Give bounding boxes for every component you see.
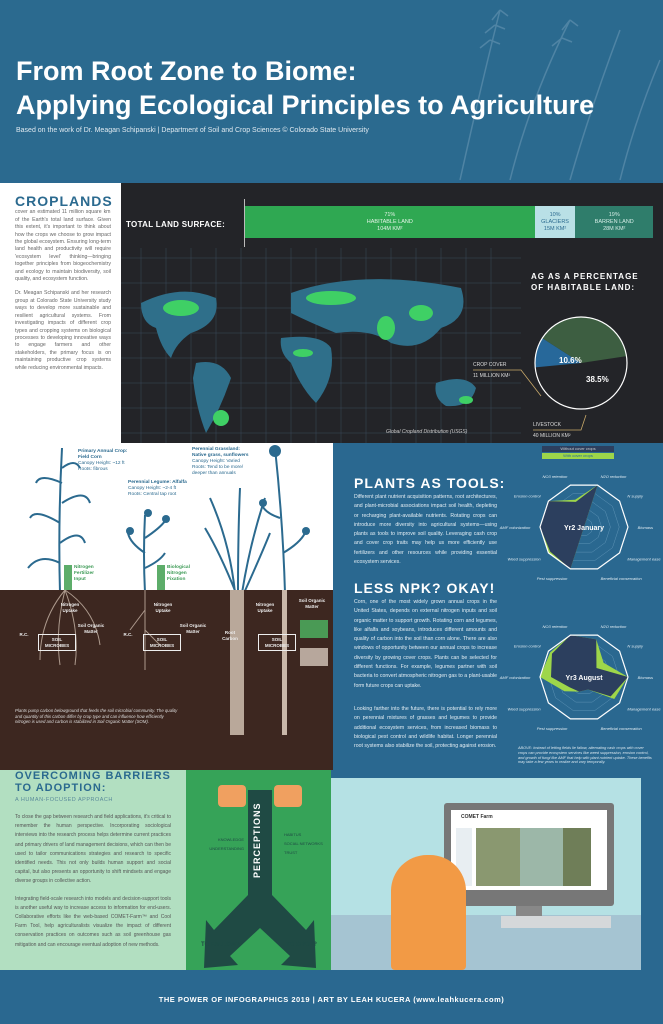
monitor: [444, 803, 614, 906]
croplands-para2: Dr. Meagan Schipanski and her research group at Colorado State University study ways to develop more sustainable and resilient agricultural systems. From investigating impacts of different crop types and cropping systems on biological processes to developing innovative ways to engage farmers and other stakeholders, the primary focus is on maintaining productive crop systems while reducing environmental impacts.: [15, 290, 111, 371]
soil-microbes-grass: SOIL MICROBES: [258, 634, 296, 651]
barriers-heading: OVERCOMING BARRIERS TO ADOPTION:: [15, 770, 171, 794]
root-carbon-grass: Root Carbon: [222, 630, 238, 641]
root-carbon-corn: R.C.: [19, 632, 29, 637]
croplands-text: [0, 183, 121, 443]
radar-chart-yr2-january: [499, 465, 663, 590]
alfalfa-info: Perennial Legume: Alfalfa Canopy Height: ~2-4 ft Roots: Central tap root: [128, 480, 187, 497]
radar-axis-label: NO3 retention: [542, 473, 568, 479]
grassland-info: Perennial Grassland: Native grass, sunflowers Canopy Height: Varied Roots: Tend to be more/ deeper than annuals: [192, 447, 249, 476]
soil-caption: Plants pump carbon belowground that feeds the soil microbial community. The quality and quantity of this carbon differ by crop type and can influence how efficiently nitrogen is used and carbon is stabilized in Soil Organic Matter (SOM).: [15, 708, 178, 724]
soil-section: [0, 590, 333, 770]
barriers-panel: [0, 770, 186, 970]
radar-axis-label: Biomass: [637, 675, 654, 680]
radar-axis-label: AMF colonization: [499, 525, 531, 530]
livestock-area: 40 MILLION KM²: [533, 433, 571, 439]
radar-axis-label: Erosion control: [513, 493, 541, 499]
person-hair: [391, 855, 466, 970]
sunflower-plant: [262, 448, 305, 593]
soil-microbes-alfalfa: SOIL MICROBES: [143, 634, 181, 651]
radar-title: Yr2 January: [563, 525, 605, 532]
bar-glaciers: 10% GLACIERS 15M KM²: [535, 206, 576, 238]
radar-axis-label: Weed suppression: [507, 706, 541, 712]
field-image-3: [563, 828, 591, 886]
som-label-alfalfa: Soil Organic Matter: [179, 623, 207, 634]
less-npk-text: Corn, one of the most widely grown annual crops in the United States, depends on external nitrogen inputs and soil organic matter to support growth. Rotating corn and legumes, like alfalfa and soybeans, introduces different amounts and quality of carbon into the soil than corn alone. There are also windows of opportunity between our annual crops to increase diversity by growing cover crops. Plants can be selected for different functions. For example, legumes partner with soil bacteria to convert atmospheric nitrogen gas to a plant-usable form future crops can uptake.: [354, 599, 497, 689]
plants-as-tools-panel: [340, 443, 663, 770]
world-cropland-map: [121, 248, 521, 443]
fixation-arrow: [157, 565, 165, 590]
perennials-text: Looking farther into the future, there is potential to rely more on perennial mixtures of grasses and legumes to provide additional ecosystem services, from increased biomass to biological pest control and wildlife habitat. Longer perennial root systems also stabilize the soil, protecting against erosion.: [354, 706, 497, 750]
crop-cover-label: CROP COVER: [473, 362, 507, 368]
radar-axis-label: N supply: [627, 493, 643, 499]
livestock-label: LIVESTOCK: [533, 422, 561, 428]
legend-without-cover: Without cover crops: [542, 446, 614, 452]
radar-axis-label: Management ease: [627, 706, 661, 712]
barriers-para2: Integrating field-scale research into models and decision-support tools is another useful way to increase access to information for end-users. Collaborative efforts like the web-based COMET-Farm™ and Cool Farm Tool, help agriculturalists visualize the impact of different conservation practices on outcomes such as soil greenhouse gas mitigation and can encourage eventual adoption of new methods.: [15, 895, 171, 948]
n-uptake-corn: Nitrogen Uptake: [60, 602, 80, 613]
root-carbon-alfalfa: R.C.: [123, 632, 133, 637]
carbon-arrow: [300, 648, 328, 666]
fertilizer-arrow: [64, 565, 72, 590]
subtitle: Based on the work of Dr. Meagan Schipanski | Department of Soil and Crop Sciences © Colorado State University: [16, 127, 369, 134]
less-npk-heading: LESS NPK? OKAY!: [354, 580, 496, 596]
map-caption: Global Cropland Distribution (USGS): [386, 429, 468, 435]
legend-with-cover: With cover crops: [542, 453, 614, 459]
croplands-heading: CROPLANDS: [15, 193, 113, 209]
page-title: [16, 54, 594, 122]
land-surface-panel: [121, 183, 663, 443]
radar-axis-label: AMF colonization: [499, 675, 531, 680]
som-arrow: [300, 620, 328, 638]
radar-axis-label: Weed suppression: [507, 556, 541, 562]
field-image-2: [520, 828, 563, 886]
radar-axis-label: Pest suppression: [536, 576, 568, 582]
ag-pie-chart: [471, 293, 663, 443]
bar-barren-land: 19% BARREN LAND 28M KM²: [575, 206, 653, 238]
right-boot-icon: [274, 785, 302, 807]
radar-axis-label: Beneficial conservation: [600, 726, 642, 732]
keyboard: [501, 916, 611, 928]
perceptions-right: HABITUS SOCIAL NETWORKS TRUST: [284, 832, 323, 855]
pie-label-crop: 10.6%: [559, 356, 582, 365]
land-surface-bar: [245, 206, 653, 238]
radar-axis-label: Beneficial conservation: [600, 576, 642, 582]
radar-axis-label: N2O reduction: [600, 473, 627, 479]
pie-label-livestock: 38.5%: [586, 375, 609, 384]
comet-farm-logo: COMET Farm: [461, 814, 493, 820]
title-line-1: From Root Zone to Biome:: [16, 56, 357, 86]
field-image-1: [476, 828, 520, 886]
barriers-para1: To close the gap between research and field applications, it's critical to remember the human perspective. Incorporating sociological interviews into the research process helps determine current practices and primary drivers of land management decisions, which can then be used to tailor communications strategies and research to specific identified needs. This not only builds human support and social capital, but also presents an opportunity to shift mindsets and engage diverse groups in collective action.: [15, 814, 171, 885]
comet-farm-illustration: [331, 770, 641, 970]
perceptions-left: KNOWLEDGE UNDERSTANDING: [209, 837, 244, 851]
radar-axis-label: Pest suppression: [536, 726, 568, 732]
land-surface-label: TOTAL LAND SURFACE:: [126, 220, 226, 229]
plants-as-tools-text: Different plant nutrient acquisition patterns, root architectures, and plant-microbial associations impact soil health, depleting or recharging plant-available nutrients. Rotating crops can introduce more diversity into agricultural systems—using plants as tools to improve soil quality. Leveraging cash crop and cover crop traits may help us more efficiently use fertilizers and other resources while providing essential ecosystem services.: [354, 494, 497, 566]
n-uptake-grass: Nitrogen Uptake: [255, 602, 275, 613]
bar-habitable-land: 71% HABITABLE LAND 104M KM²: [245, 206, 535, 238]
radar-chart-yr3-august: [499, 615, 663, 740]
som-label-grass: Soil Organic Matter: [298, 598, 326, 609]
perceptions-panel: [186, 770, 331, 970]
n-uptake-alfalfa: Nitrogen Uptake: [153, 602, 173, 613]
radar-axis-label: Management ease: [627, 556, 661, 562]
footer-credit: THE POWER OF INFOGRAPHICS 2019 | ART BY LEAH KUCERA (www.leahkucera.com): [158, 995, 505, 1004]
radar-axis-label: Biomass: [637, 525, 654, 530]
som-label-corn: Soil Organic Matter: [77, 623, 105, 634]
croplands-intro: cover an estimated 11 million square km of the Earth's total land surface. Given this extent, it's important to think about how the crops we choose to grow impact the global ecosystem. Ensuring long-term land health and productivity will require 'ecosystem level' thinking—bringing together principles from biogeochemistry and ecology to maintain biodiversity, soil quality, and ecosystem function.: [15, 209, 111, 283]
radar-axis-label: N supply: [627, 643, 643, 649]
ag-pie-title: AG AS A PERCENTAGE OF HABITABLE LAND:: [531, 272, 639, 292]
roots-illustration: [0, 590, 333, 770]
radar-axis-label: N2O reduction: [600, 623, 627, 629]
fertilizer-label: Nitrogen Fertilizer Input: [74, 565, 94, 582]
to-crop-label: TO CROP?: [286, 942, 317, 948]
radar-axis-label: NO3 retention: [542, 623, 568, 629]
crop-cover-area: 11 MILLION KM²: [473, 373, 511, 379]
barriers-subheading: A HUMAN-FOCUSED APPROACH: [15, 797, 113, 803]
title-line-2: Applying Ecological Principles to Agriculture: [16, 90, 595, 120]
corn-plant: [59, 448, 62, 593]
fixation-label: Biological Nitrogen Fixation: [167, 565, 190, 582]
perceptions-label: PERCEPTIONS: [252, 802, 262, 878]
footer: [0, 970, 663, 1024]
to-fallow-label: TO FALLOW?: [201, 942, 240, 948]
soil-microbes-corn: SOIL MICROBES: [38, 634, 76, 651]
left-boot-icon: [218, 785, 246, 807]
radar-caption: ABOVE: Instead of letting fields lie fallow, alternating cash crops with cover crops can provide ecosystem services like weed suppression, erosion control, and growth of fungi like AMF that help with plant nutrient uptake. These benefits may take a few years to realize and vary temporally.: [518, 746, 652, 765]
corn-info: Primary Annual Crop: Field Corn Canopy Height: ~12 ft Roots: fibrous: [78, 449, 128, 472]
radar-title: Yr3 August: [565, 675, 603, 682]
radar-axis-label: Erosion control: [513, 643, 541, 649]
plants-as-tools-heading: PLANTS AS TOOLS:: [354, 475, 506, 491]
